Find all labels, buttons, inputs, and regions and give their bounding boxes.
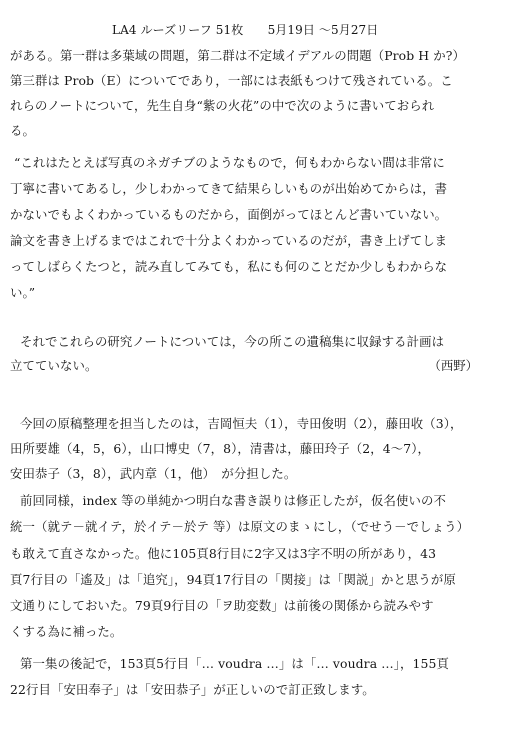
paragraph4-line-5: 文通りにしておいた。79頁9行目の「ヲ助変数」は前後の関係から読みやす	[10, 598, 434, 613]
quote-line-1: “これはたとえば写真のネガチブのようなもので，何もわからない間は非常に	[14, 155, 445, 170]
quote-line-5: ってしばらくたつと，読み直してみても，私にも何のことだか少しもわからな	[10, 259, 448, 274]
paragraph4-line-4: 頁7行目の「遙及」は「追究」，94頁17行目の「関接」は「関説」かと思うが原	[10, 572, 456, 587]
paragraph1-line-2: 第三群は Prob（E）についてであり，一部には表紙もつけて残されている。こ	[10, 73, 453, 88]
paragraph1-line-4: る。	[10, 123, 35, 138]
paragraph5-line-2: 22行目「安田奉子」は「安田恭子」が正しいので訂正致します。	[10, 682, 375, 697]
page-header: LA4 ルーズリーフ 51枚 5月19日 〜5月27日	[112, 23, 379, 37]
quote-line-6: い。”	[10, 285, 36, 300]
quote-line-3: かないでもよくわかっているものだから，面倒がってほとんど書いていない。	[10, 207, 448, 222]
paragraph2-line-2: 立てていない。	[10, 358, 98, 373]
quote-line-4: 論文を書き上げるまではこれで十分よくわかっているのだが，書き上げてしま	[10, 233, 448, 248]
paragraph3-line-3: 安田恭子（3，8），武内章（1，他） が分担した。	[10, 466, 297, 481]
paragraph1-line-3: れらのノートについて，先生自身“紫の火花”の中で次のように書いておられ	[10, 98, 435, 113]
paragraph2-line-1: それでこれらの研究ノートについては，今の所この遺稿集に収録する計画は	[20, 334, 445, 349]
quote-line-2: 丁寧に書いてあるし，少しわかってきて結果らしいものが出始めてからは，書	[10, 181, 448, 196]
paragraph5-line-1: 第一集の後記で，153頁5行目「… voudra …」は「… voudra …」，155頁	[20, 656, 449, 671]
paragraph1-line-1: がある。第一群は多葉域の問題，第二群は不定域イデアルの問題（Prob H か?）	[10, 48, 465, 63]
paragraph4-line-3: も敢えて直さなかった。他に105頁8行目に2字又は3字不明の所があり，43	[10, 546, 437, 561]
paragraph4-line-2: 統一（就テ－就イテ，於イテ－於テ 等）は原文のまゝにし，（でせう－でしょう）	[10, 519, 470, 534]
paragraph4-line-6: くする為に補った。	[10, 624, 123, 639]
paragraph3-line-2: 田所要雄（4，5，6），山口博史（7，8），清書は，藤田玲子（2，4〜7），	[10, 441, 430, 456]
signature: （西野）	[428, 358, 478, 373]
paragraph3-line-1: 今回の原稿整理を担当したのは，吉岡恒夫（1），寺田俊明（2），藤田收（3），	[20, 416, 463, 431]
paragraph4-line-1: 前回同様，index 等の単純かつ明白な書き誤りは修正したが，仮名使いの不	[20, 493, 446, 508]
